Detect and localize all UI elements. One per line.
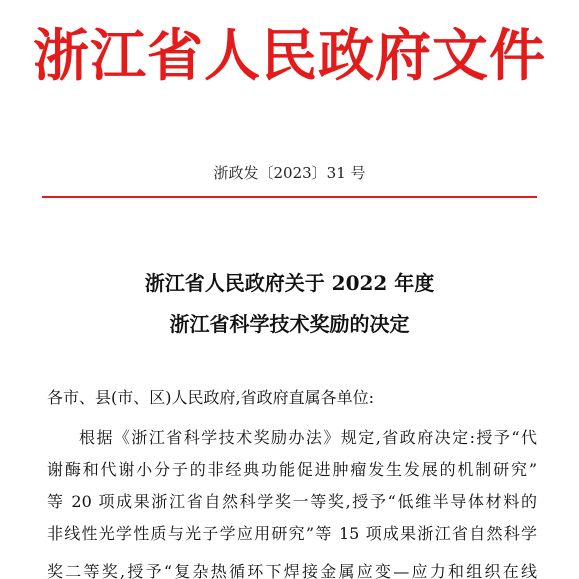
red-divider-line: [42, 196, 537, 198]
body-paragraph-line: 非线性光学性质与光子学应用研究”等 15 项成果浙江省自然科学: [47, 524, 537, 543]
document-title-line-1: 浙江省人民政府关于 2022 年度: [144, 271, 435, 295]
masthead-title: 浙江省人民政府文件: [33, 23, 546, 89]
body-paragraph-line: 奖二等奖,授予“复杂热循环下焊接金属应变—应力和组织在线: [47, 562, 537, 579]
document-number: 浙政发〔2023〕31 号: [213, 164, 366, 182]
document-title-line-2: 浙江省科学技术奖励的决定: [169, 312, 410, 336]
salutation: 各市、县(市、区)人民政府,省政府直属各单位:: [47, 388, 374, 407]
body-paragraph-line: 根据《浙江省科学技术奖励办法》规定,省政府决定:授予“代: [79, 428, 537, 447]
body-paragraph-line: 谢酶和代谢小分子的非经典功能促进肿瘤发生发展的机制研究”: [47, 460, 537, 479]
body-paragraph-line: 等 20 项成果浙江省自然科学奖一等奖,授予“低维半导体材料的: [47, 492, 537, 511]
